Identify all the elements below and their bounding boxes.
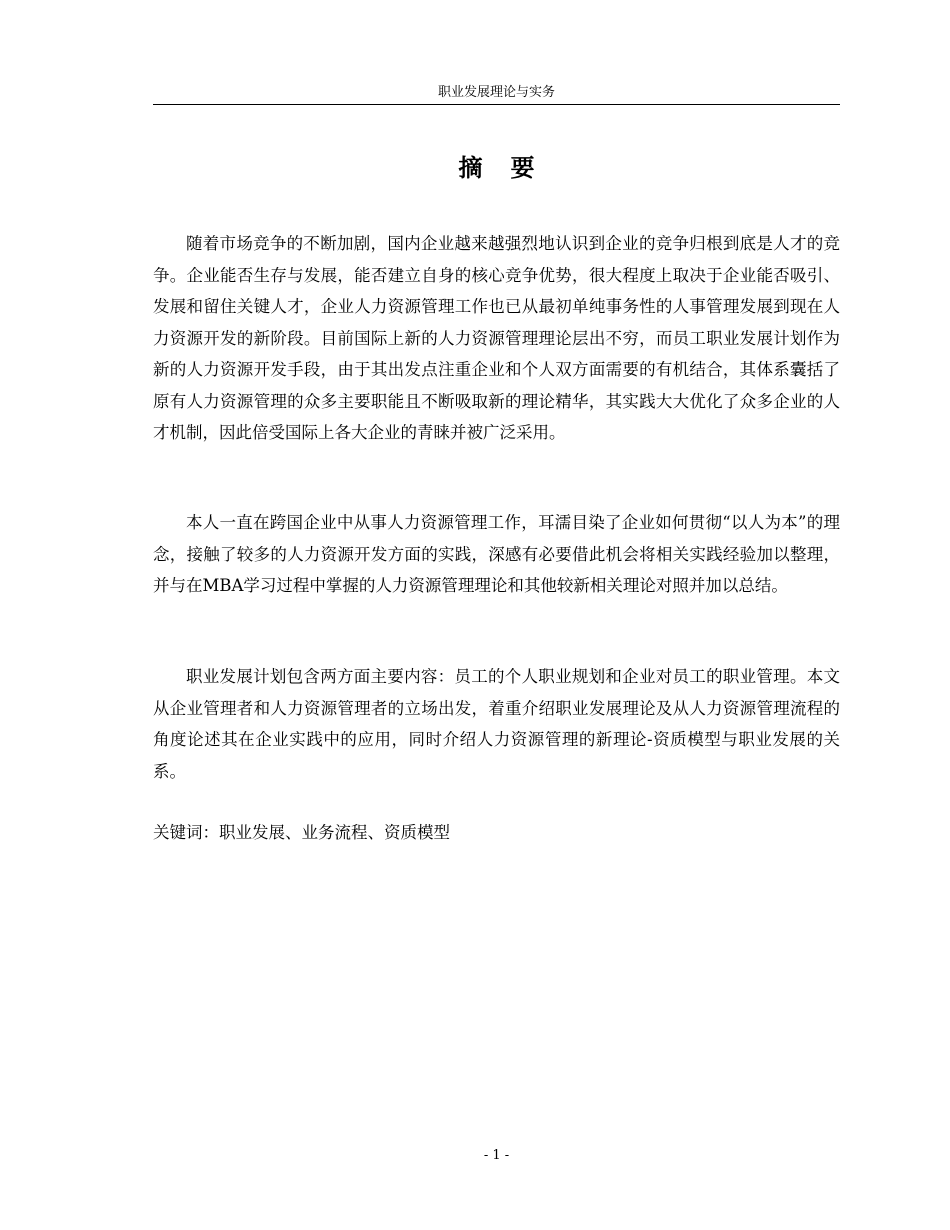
- page-number: - 1 -: [483, 1148, 510, 1163]
- abstract-paragraph-2-block: [153, 507, 840, 602]
- abstract-paragraph-2: 本人一直在跨国企业中从事人力资源管理工作，耳濡目染了企业如何贯彻“以人为本”的理念，接触了较多的人力资源开发方面的实践，深感有必要借此机会将相关实践经验加以整理，并与在MBA学习过程中掌握的人力资源管理理论和其他较新相关理论对照并加以总结。: [153, 513, 840, 595]
- page-title: 摘要: [458, 154, 563, 182]
- keywords-line: 关键词：职业发展、业务流程、资质模型: [153, 823, 450, 842]
- abstract-paragraph-1: 随着市场竞争的不断加剧，国内企业越来越强烈地认识到企业的竞争归根到底是人才的竞争。企业能否生存与发展，能否建立自身的核心竞争优势，很大程度上取决于企业能否吸引、发展和留住关键人才，企业人力资源管理工作也已从最初单纯事务性的人事管理发展到现在人力资源开发的新阶段。目前国际上新的人力资源管理理论层出不穷，而员工职业发展计划作为新的人力资源开发手段，由于其出发点注重企业和个人双方面需要的有机结合，其体系囊括了原有人力资源管理的众多主要职能且不断吸取新的理论精华，其实践大大优化了众多企业的人才机制，因此倍受国际上各大企业的青睐并被广泛采用。: [153, 234, 840, 442]
- abstract-paragraph-3-block: [153, 661, 840, 787]
- abstract-paragraph-1-block: [153, 228, 840, 449]
- abstract-paragraph-3: 职业发展计划包含两方面主要内容：员工的个人职业规划和企业对员工的职业管理。本文从企业管理者和人力资源管理者的立场出发，着重介绍职业发展理论及从人力资源管理流程的角度论述其在企业实践中的应用，同时介绍人力资源管理的新理论-资质模型与职业发展的关系。: [153, 667, 840, 781]
- running-header: 职业发展理论与实务: [153, 82, 840, 105]
